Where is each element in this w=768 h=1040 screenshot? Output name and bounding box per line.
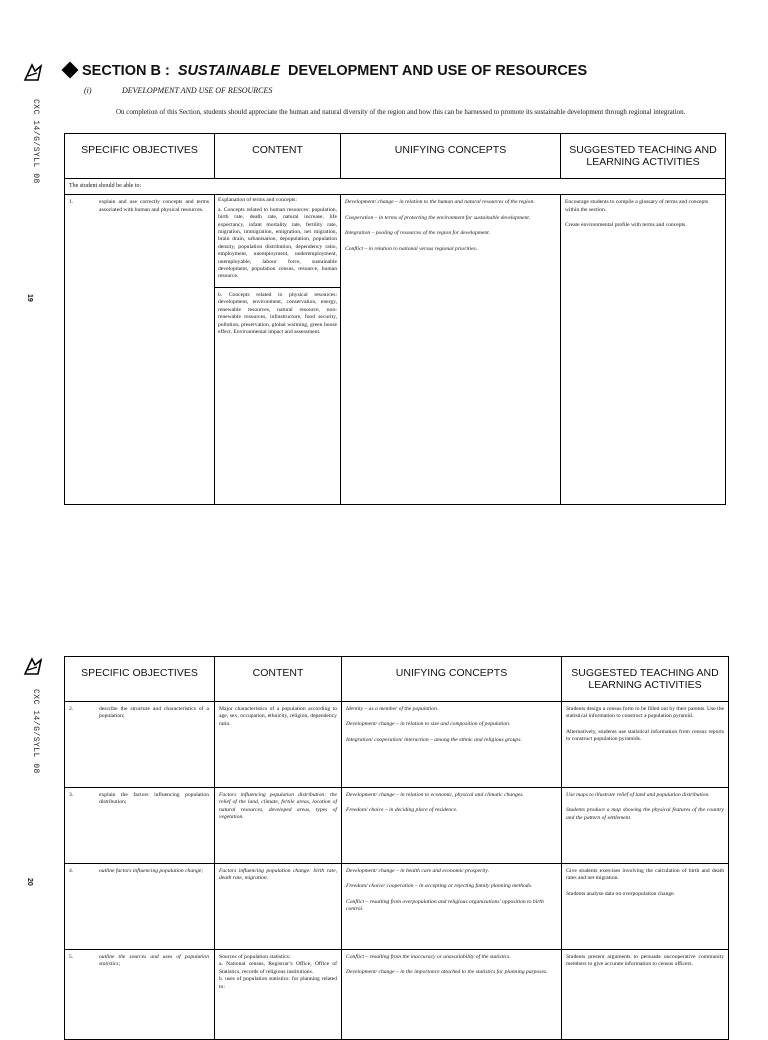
header-unifying-concepts: UNIFYING CONCEPTS [342,657,562,702]
content-item: b. Concepts related to physical resources: development, environment, conservation, energy, renewable resources, natural resource, non-renewable resources, infrastructure, food security, pollution, preservation, global warming, green house effect. Environmental impact and assessment. [218,291,337,335]
content-cell [215,788,342,864]
activity-item: Students analyse data on overpopulation change. [566,890,676,897]
table-row [65,788,729,864]
sub-heading [84,86,272,95]
activities-cell [562,788,729,864]
concept-item: Development/ change – in relation to the human and natural resources of the region. [345,199,535,206]
concept-item: Development/ change – in health care and economic prosperity. [346,868,489,874]
concept-item: Conflict – resulting from the inaccuracy or unavailability of the statistics. [346,954,511,960]
concept-item: Conflict – in relation to national versus regional priorities. [345,245,478,252]
section-prefix: SECTION B : [82,63,170,79]
concept-item: Freedom/ choice – in deciding place of residence. [346,807,458,814]
activity-item: Encourage students to compile a glossary of terms and concepts within the section. [565,199,709,213]
concept-item: Integration/ cooperation/ interaction – among the ethnic and religious groups. [346,736,522,743]
objectives-table [64,133,726,505]
section-italic-word: SUSTAINABLE [177,63,280,79]
objective-number: 2. [69,706,74,712]
content-cell [215,195,341,505]
concept-item: Development/ change – in the importance attached to the statistics for planning purposes. [346,969,548,976]
table-row [65,950,729,1040]
objective-number: 4. [69,868,74,874]
content-cell [215,864,342,950]
concept-item: Integration – pooling of resources of the region for development. [345,230,491,237]
activity-item: Create environmental profile with terms and concepts. [565,222,687,229]
cxc-logo-icon [22,656,44,678]
objective-cell [65,788,215,864]
concepts-cell [342,950,562,1040]
activity-item: Students present arguments to persuade uncooperative community members to give accurate information to census officers. [566,954,724,968]
content-cell [215,702,342,788]
section-intro: On completion of this Section, students should appreciate the human and natural diversity of the region and how this can be harnessed to promote its sustainable development through regional integration. [116,108,686,116]
content-item: b. uses of population statistics: for planning related to: [219,976,337,990]
content-item: Major characteristics of a population according to age, sex, occupation, ethnicity, religion, dependency ratio. [219,706,337,727]
section-title [62,63,587,79]
syllabus-code: CXC 14/G/SYLL 08 [31,688,40,774]
activities-cell [562,864,729,950]
table-row [65,195,726,505]
objective-number: 1. [69,199,74,206]
page-20 [0,640,768,1024]
sub-heading-text: DEVELOPMENT AND USE OF RESOURCES [122,86,273,95]
activities-cell [561,195,726,505]
objective-number: 3. [69,792,74,798]
content-item: Factors influencing population distribution: the relief of the land, climate, fertile areas, location of natural resources, developed areas, types of vegetation. [219,792,337,821]
objective-text: explain and use correctly concepts and terms associated with human and physical resources. [99,199,209,213]
concepts-cell [341,195,561,505]
table-row [65,864,729,950]
objective-text: outline factors influencing population change; [99,868,204,874]
concept-item: Development/ change – in relation to economic, physical and climatic changes. [346,792,524,798]
objectives-table [64,656,729,1040]
activities-cell [562,950,729,1040]
sub-heading-number: (i) [84,86,92,95]
concept-item: Freedom/ choice/ cooperation – in accepting or rejecting family planning methods. [346,883,533,890]
concepts-cell [342,788,562,864]
table-intro-row [65,179,726,195]
concept-item: Identity – as a member of the population. [346,706,439,712]
concepts-cell [342,864,562,950]
content-item: a. Concepts related to human resources: population, birth rate, death rate, natural increase, life expectancy, infant mortality rate, fertility rate, migration, immigration, emigration, net migration, brain drain, urbanisation, depopulation, population density, population distribution, dependency ratio, employment, unemployment, underemployment, unemployable, labour force, sustainable development, population census, resource, human resource. [215,205,340,288]
concept-item: Conflict – resulting from overpopulation and religious organizations’ opposition to birth control. [346,898,544,913]
concept-item: Cooperation – in terms of protecting the environment for sustainable development. [345,214,531,221]
objective-cell [65,702,215,788]
cxc-logo-icon [22,62,44,84]
header-content: CONTENT [215,134,341,179]
header-content: CONTENT [215,657,342,702]
activity-item: Give students exercises involving the calculation of birth and death rates and net migration. [566,868,724,882]
header-suggested-activities: SUGGESTED TEACHING AND LEARNING ACTIVITIES [561,134,726,179]
able-line: The student should be able to: [65,179,726,195]
header-suggested-activities: SUGGESTED TEACHING AND LEARNING ACTIVITIES [562,657,729,702]
content-item: a. National census, Registrar’s Office, Office of Statistics, records of religious institutions. [219,961,337,975]
objective-cell [65,864,215,950]
table-row [65,702,729,788]
activity-item: Students design a census form to be filled out by their parents. Use the statistical information to construct a population pyramid. [566,706,724,720]
objective-cell [65,195,215,505]
activity-item: Students produce a map showing the physical features of the country and the pattern of settlement. [566,807,724,821]
activities-cell [562,702,729,788]
page-number: 19 [26,294,33,302]
objective-text: outline the sources and uses of population statistics; [99,954,209,968]
activity-item: Alternatively, students use statistical information from census reports to construct population pyramids. [566,728,724,743]
header-specific-objectives: SPECIFIC OBJECTIVES [65,657,215,702]
table-header-row [65,657,729,702]
content-cell [215,950,342,1040]
table-header-row [65,134,726,179]
diamond-bullet-icon [62,62,79,79]
objective-text: explain the factors influencing population distribution; [99,792,209,806]
page-number: 20 [26,878,33,886]
header-unifying-concepts: UNIFYING CONCEPTS [341,134,561,179]
content-item: Factors influencing population change: birth rate, death rate, migration. [219,868,337,882]
objective-text: describe the structure and characteristics of a population; [99,706,209,720]
syllabus-code: CXC 14/G/SYLL 08 [31,98,40,184]
content-item: Sources of population statistics: [219,954,291,960]
objective-number: 5. [69,954,74,960]
activity-item: Use maps to illustrate relief of land and population distribution. [566,792,710,798]
header-specific-objectives: SPECIFIC OBJECTIVES [65,134,215,179]
section-rest: DEVELOPMENT AND USE OF RESOURCES [287,63,588,79]
concept-item: Development/ change – in relation to size and composition of population. [346,721,511,728]
content-item: Explanation of terms and concepts: [218,197,297,204]
objective-cell [65,950,215,1040]
concepts-cell [342,702,562,788]
